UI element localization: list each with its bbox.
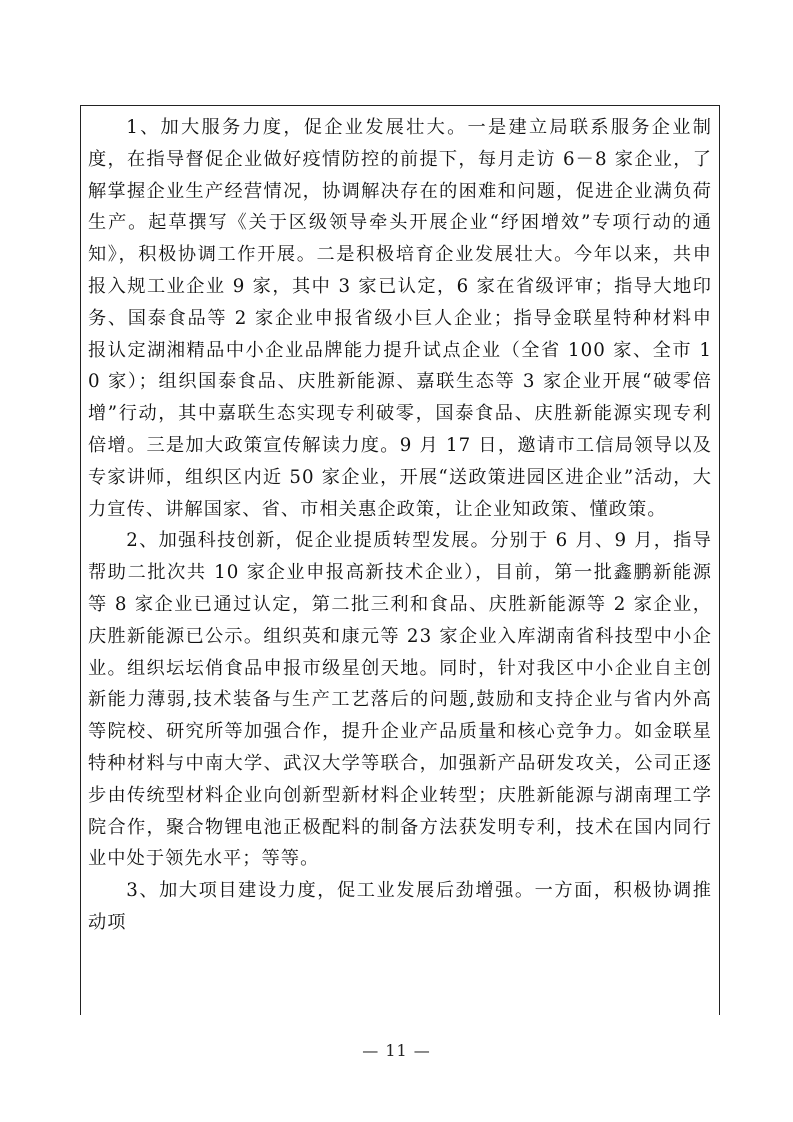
document-text-frame	[80, 105, 720, 1015]
page-number: — 11 —	[362, 1041, 431, 1060]
document-body	[88, 112, 712, 939]
paragraph-projects: 3、加大项目建设力度，促工业发展后劲增强。一方面，积极协调推动项	[88, 880, 712, 933]
paragraph-innovation: 2、加强科技创新，促企业提质转型发展。分别于 6 月、9 月，指导帮助二批次共 10 家企业申报高新技术企业），目前，第一批鑫鹏新能源等 8 家企业已通过认定，第二批三利和食品、庆胜新能源等 2 家企业，庆胜新能源已公示。组织英和康元等 23 家企业入库湖南省科技型中小企业。组织坛坛俏食品申报市级星创天地。同时，针对我区中小企业自主创新能力薄弱,技术装备与生产工艺落后的问题,鼓励和支持企业与省内外高等院校、研究所等加强合作，提升企业产品质量和核心竞争力。如金联星特种材料与中南大学、武汉大学等联合，加强新产品研发攻关，公司正逐步由传统型材料企业向创新型新材料企业转型；庆胜新能源与湖南理工学院合作，聚合物锂电池正极配料的制备方法获发明专利，技术在国内同行业中处于领先水平；等等。	[88, 530, 712, 870]
paragraph-service: 1、加大服务力度，促企业发展壮大。一是建立局联系服务企业制度，在指导督促企业做好疫情防控的前提下，每月走访 6－8 家企业，了解掌握企业生产经营情况，协调解决存在的困难和问题，促进企业满负荷生产。起草撰写《关于区级领导牵头开展企业“纾困增效”专项行动的通知》，积极协调工作开展。二是积极培育企业发展壮大。今年以来，共申报入规工业企业 9 家，其中 3 家已认定，6 家在省级评审；指导大地印务、国泰食品等 2 家企业申报省级小巨人企业；指导金联星特种材料申报认定湖湘精品中小企业品牌能力提升试点企业（全省 100 家、全市 10 家）；组织国泰食品、庆胜新能源、嘉联生态等 3 家企业开展“破零倍增”行动，其中嘉联生态实现专利破零，国泰食品、庆胜新能源实现专利倍增。三是加大政策宣传解读力度。9 月 17 日，邀请市工信局领导以及专家讲师，组织区内近 50 家企业，开展“送政策进园区进企业”活动，大力宣传、讲解国家、省、市相关惠企政策，让企业知政策、懂政策。	[88, 117, 712, 520]
